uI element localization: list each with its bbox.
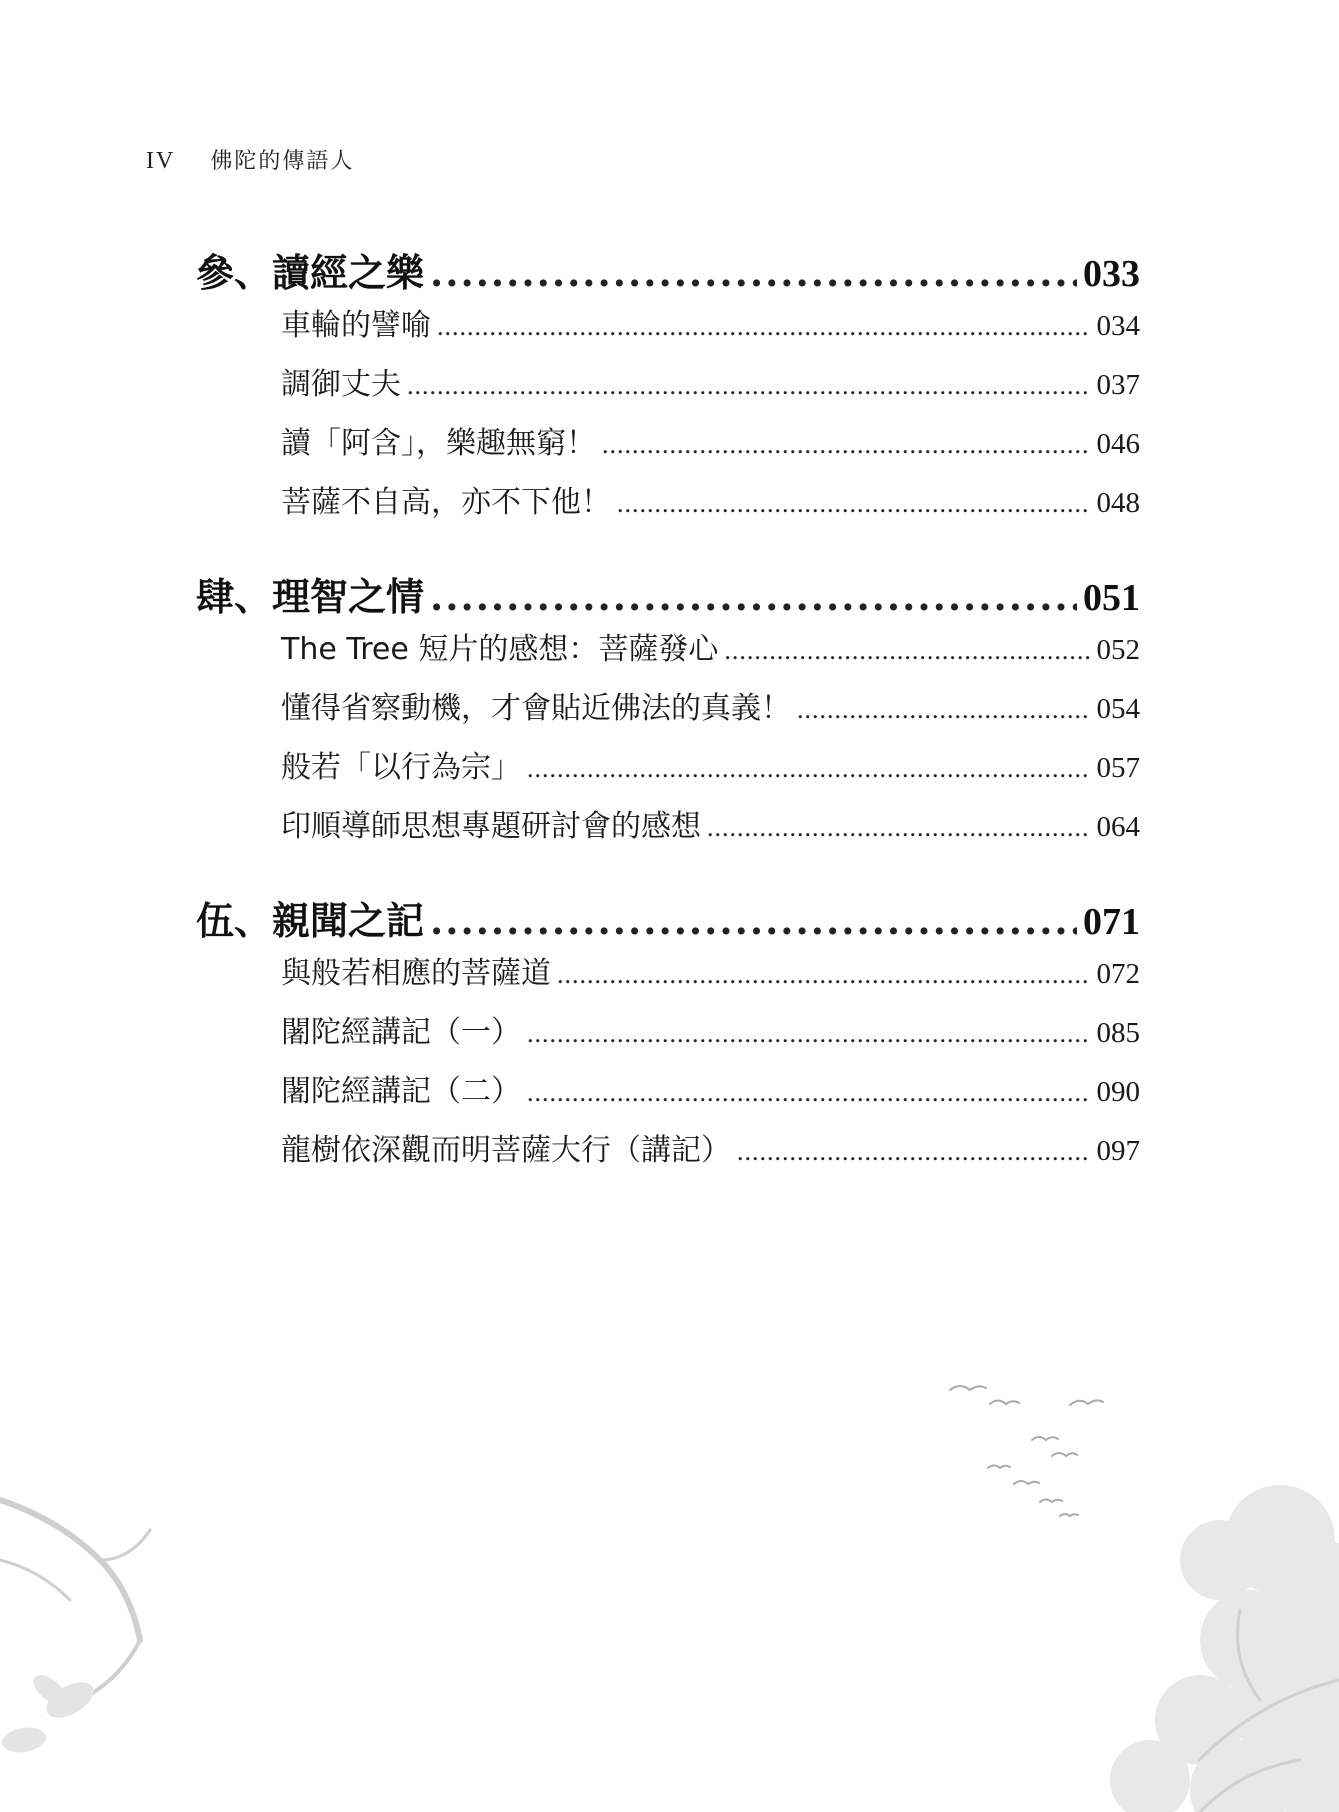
flower-left-icon [0,1669,99,1755]
blossom-tree-right-icon [1110,1485,1339,1812]
bird-flock-icon [950,1386,1103,1516]
entry-title: 般若「以行為宗」 [281,750,521,785]
section-page: 051 [1083,577,1140,619]
branch-left-icon [0,1500,150,1700]
entry-title: 車輪的譬喻 [281,308,431,343]
entry-page: 085 [1096,1017,1140,1049]
entry-title: 闍陀經講記（一） [281,1015,521,1050]
entry-page: 072 [1096,958,1140,990]
entry-title: 調御丈夫 [281,367,401,402]
section-title: 參、讀經之樂 [196,250,425,295]
section-page: 033 [1083,253,1140,295]
entry-page: 048 [1096,487,1140,519]
entry-title: 龍樹依深觀而明菩薩大行（講記） [281,1133,731,1168]
entry-title: 讀「阿含」，樂趣無窮！ [281,426,596,461]
entry-title: 印順導師思想專題研討會的感想 [281,809,701,844]
entry-title: The Tree 短片的感想：菩薩發心 [281,632,719,667]
entry-page: 090 [1096,1076,1140,1108]
entry-page: 034 [1096,310,1140,342]
section-title: 肆、理智之情 [196,574,425,619]
entry-title: 與般若相應的菩薩道 [281,956,551,991]
section-title: 伍、親聞之記 [196,898,425,943]
entry-page: 037 [1096,369,1140,401]
entry-page: 057 [1096,752,1140,784]
entry-title: 懂得省察動機，才會貼近佛法的真義！ [281,691,791,726]
entry-page: 052 [1096,634,1140,666]
entry-title: 闍陀經講記（二） [281,1074,521,1109]
entry-page: 097 [1096,1135,1140,1167]
entry-page: 054 [1096,693,1140,725]
page-number: IV [146,148,176,174]
entry-page: 064 [1096,811,1140,843]
entry-title: 菩薩不自高，亦不下他！ [281,485,611,520]
entry-page: 046 [1096,428,1140,460]
section-page: 071 [1083,901,1140,943]
book-title: 佛陀的傳語人 [210,149,355,174]
